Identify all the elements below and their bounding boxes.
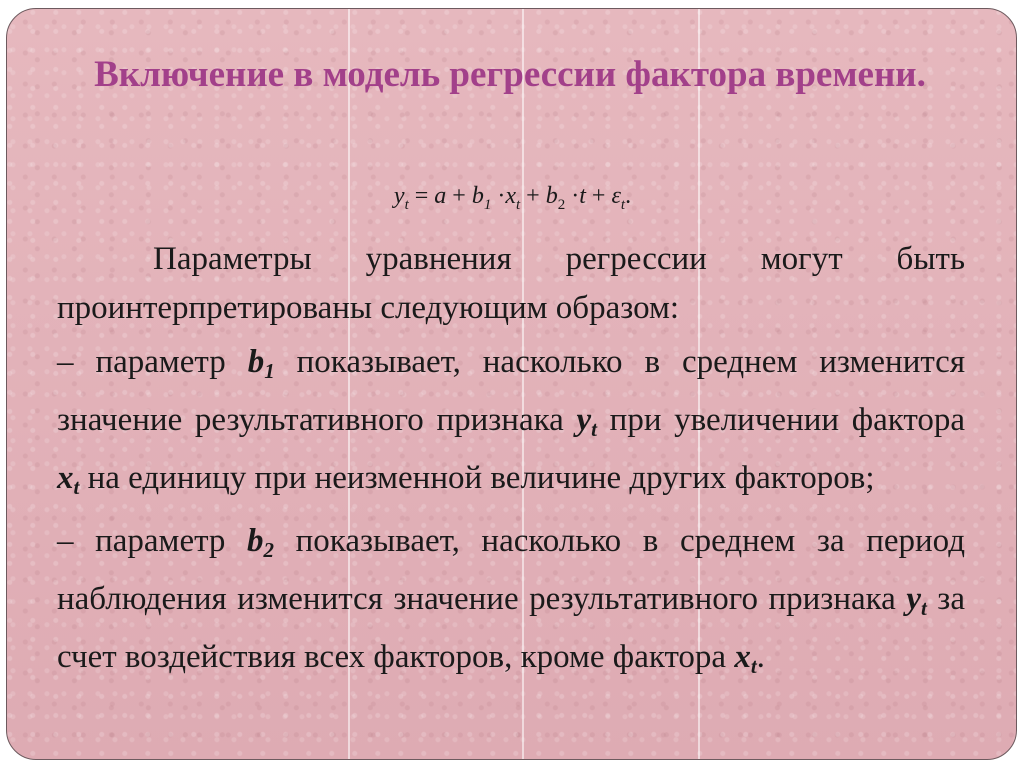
slide-body xyxy=(57,235,965,696)
slide-title: Включение в модель регрессии фактора времени. xyxy=(94,54,926,95)
regression-formula: $y_t = a + b_1 \cdot x_t + b_2 \cdot t + \varepsilon_t$. xyxy=(393,183,632,213)
b2-symbol: $b_2$ xyxy=(247,523,275,562)
b1-symbol: $b_1$ xyxy=(247,344,275,383)
b2-paragraph: – параметр $b_2$ показывает, насколько в среднем за период наблюдения изменится значение результативного признака $y_t$ за счет воздействия всех факторов, кроме фактора $x_t$. xyxy=(57,523,966,678)
intro-paragraph: Параметры уравнения регрессии могут быть проинтерпретированы следующим образом: xyxy=(57,241,965,326)
xt-symbol: $x_t$ xyxy=(734,639,757,678)
yt-symbol: $y_t$ xyxy=(906,581,927,620)
yt-symbol: $y_t$ xyxy=(576,402,597,441)
slide xyxy=(6,8,1017,760)
b1-paragraph: – параметр $b_1$ показывает, насколько в среднем изменится значение результативного признака $y_t$ при увеличении фактора $x_t$ на единицу при неизменной величине других факторов; xyxy=(57,344,966,499)
xt-symbol: $x_t$ xyxy=(57,460,80,499)
